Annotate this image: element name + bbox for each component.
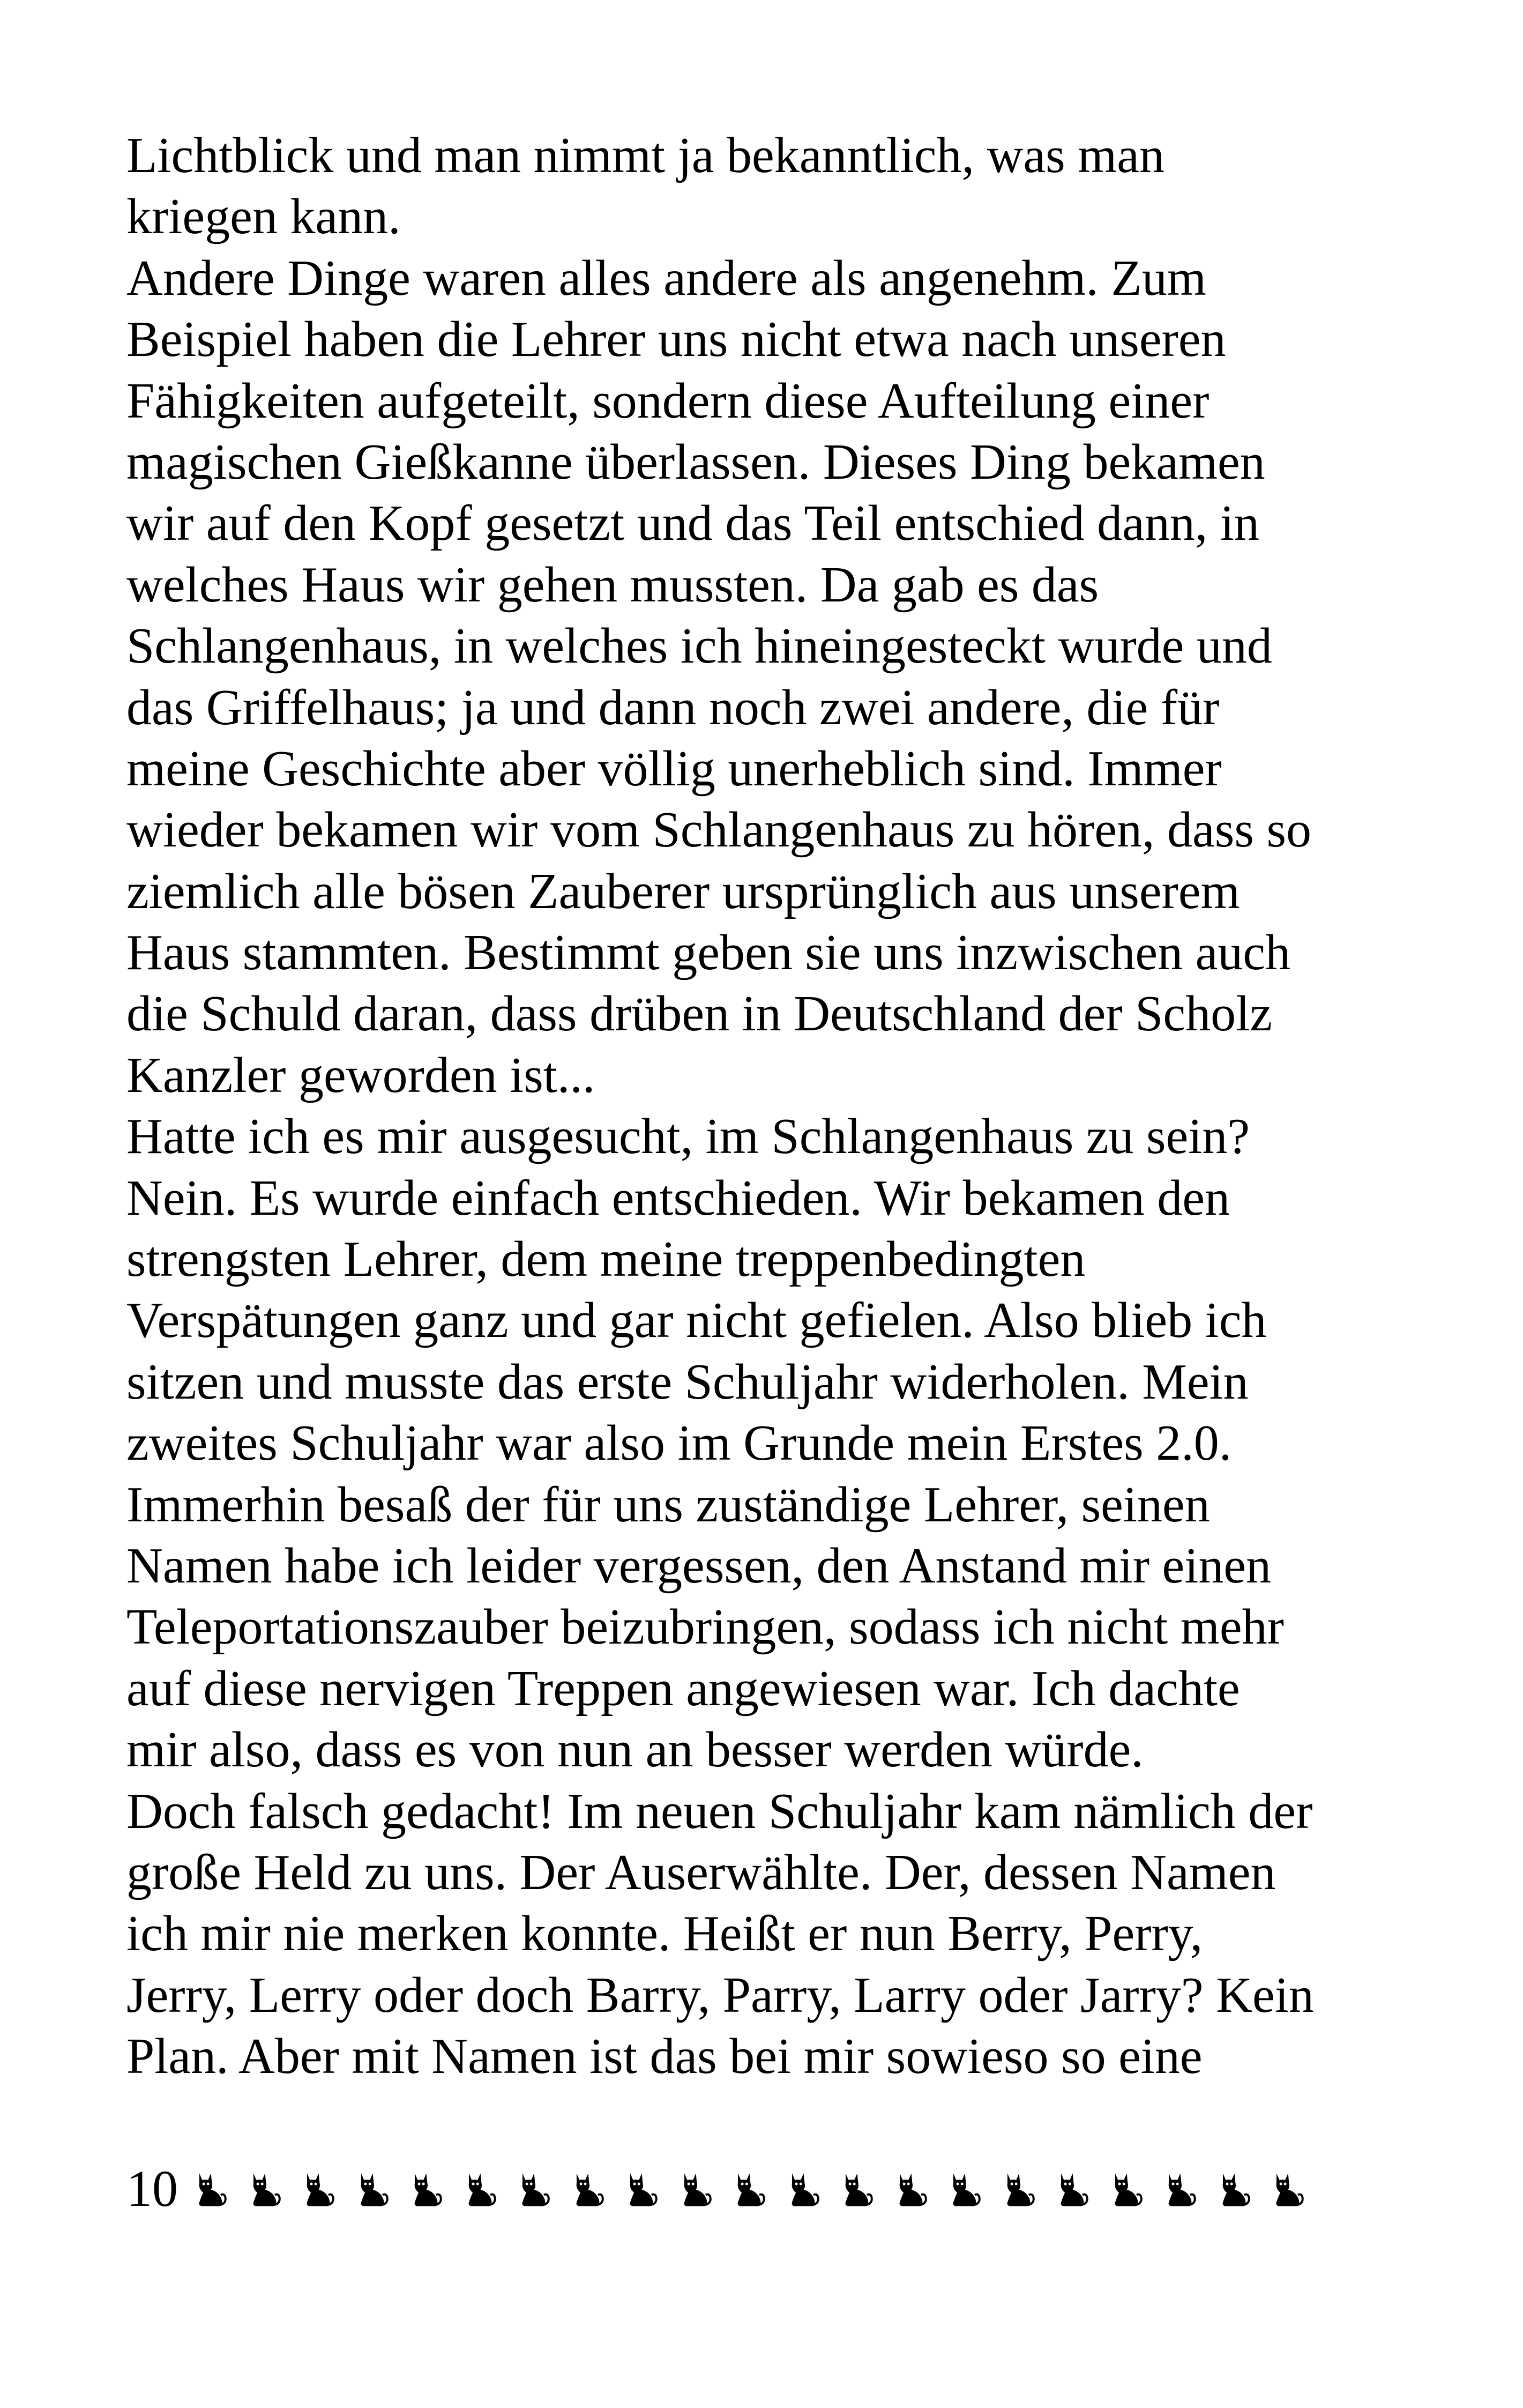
text-line: meine Geschichte aber völlig unerheblich sind. Immer	[126, 740, 1222, 797]
sitting-cat-icon	[1106, 2169, 1144, 2208]
text-line: Namen habe ich leider vergessen, den Anstand mir einen	[126, 1537, 1272, 1594]
text-line: sitzen und musste das erste Schuljahr widerholen. Mein	[126, 1354, 1249, 1410]
text-line: magischen Gießkanne überlassen. Dieses Ding bekamen	[126, 434, 1265, 490]
text-line: Beispiel haben die Lehrer uns nicht etwa nach unseren	[126, 311, 1226, 368]
sitting-cat-icon	[1267, 2169, 1305, 2208]
sitting-cat-icon	[244, 2169, 282, 2208]
sitting-cat-icon	[890, 2169, 929, 2208]
text-line: Lichtblick und man nimmt ja bekanntlich, was man	[126, 128, 1165, 183]
sitting-cat-icon	[567, 2169, 606, 2208]
text-line: strengsten Lehrer, dem meine treppenbedingten	[126, 1231, 1086, 1288]
sitting-cat-icon	[405, 2169, 444, 2208]
sitting-cat-icon	[1159, 2169, 1198, 2208]
text-line: Doch falsch gedacht! Im neuen Schuljahr kam nämlich der	[126, 1783, 1313, 1839]
text-line: Plan. Aber mit Namen ist das bei mir sowieso so eine	[126, 2028, 1203, 2085]
text-line: die Schuld daran, dass drüben in Deutschland der Scholz	[126, 986, 1272, 1042]
sitting-cat-icon	[1213, 2169, 1252, 2208]
text-line: große Held zu uns. Der Auserwählte. Der, dessen Namen	[126, 1844, 1276, 1900]
text-line: wieder bekamen wir vom Schlangenhaus zu hören, dass so	[126, 802, 1312, 858]
sitting-cat-icon	[513, 2169, 551, 2208]
sitting-cat-icon	[782, 2169, 821, 2208]
text-line: ich mir nie merken konnte. Heißt er nun Berry, Perry,	[126, 1906, 1203, 1962]
text-line: kriegen kann.	[126, 189, 401, 245]
sitting-cat-icon	[675, 2169, 713, 2208]
text-line: mir also, dass es von nun an besser werden würde.	[126, 1722, 1144, 1778]
body-text	[126, 125, 1434, 2087]
sitting-cat-icon	[190, 2169, 228, 2208]
sitting-cat-icon	[352, 2169, 390, 2208]
sitting-cat-icon	[944, 2169, 982, 2208]
text-line: Teleportationszauber beizubringen, sodass ich nicht mehr	[126, 1599, 1284, 1655]
sitting-cat-icon	[998, 2169, 1036, 2208]
cat-ornament-row	[190, 2169, 1305, 2208]
text-line: zweites Schuljahr war also im Grunde mein Erstes 2.0.	[126, 1415, 1232, 1471]
text-line: Kanzler geworden ist...	[126, 1047, 595, 1103]
page-number: 10	[126, 2160, 178, 2217]
text-line: Schlangenhaus, in welches ich hineingesteckt wurde und	[126, 618, 1272, 674]
text-line: Fähigkeiten aufgeteilt, sondern diese Aufteilung einer	[126, 373, 1210, 429]
text-line: wir auf den Kopf gesetzt und das Teil entschied dann, in	[126, 495, 1259, 552]
sitting-cat-icon	[459, 2169, 498, 2208]
text-line: Hatte ich es mir ausgesucht, im Schlangenhaus zu sein?	[126, 1109, 1250, 1165]
page-footer	[126, 2154, 1305, 2224]
text-line: Jerry, Lerry oder doch Barry, Parry, Larry oder Jarry? Kein	[126, 1967, 1314, 2023]
sitting-cat-icon	[728, 2169, 767, 2208]
sitting-cat-icon	[836, 2169, 875, 2208]
text-line: das Griffelhaus; ja und dann noch zwei andere, die für	[126, 679, 1220, 735]
text-line: welches Haus wir gehen mussten. Da gab es das	[126, 556, 1099, 613]
text-line: ziemlich alle bösen Zauberer ursprünglich aus unserem	[126, 863, 1240, 919]
sitting-cat-icon	[297, 2169, 336, 2208]
text-line: auf diese nervigen Treppen angewiesen war. Ich dachte	[126, 1660, 1240, 1716]
text-line: Haus stammten. Bestimmt geben sie uns inzwischen auch	[126, 925, 1291, 981]
text-line: Immerhin besaß der für uns zuständige Lehrer, seinen	[126, 1476, 1210, 1533]
sitting-cat-icon	[621, 2169, 659, 2208]
text-line: Andere Dinge waren alles andere als angenehm. Zum	[126, 250, 1206, 306]
sitting-cat-icon	[1051, 2169, 1090, 2208]
text-line: Nein. Es wurde einfach entschieden. Wir bekamen den	[126, 1170, 1230, 1226]
text-line: Verspätungen ganz und gar nicht gefielen. Also blieb ich	[126, 1292, 1267, 1349]
